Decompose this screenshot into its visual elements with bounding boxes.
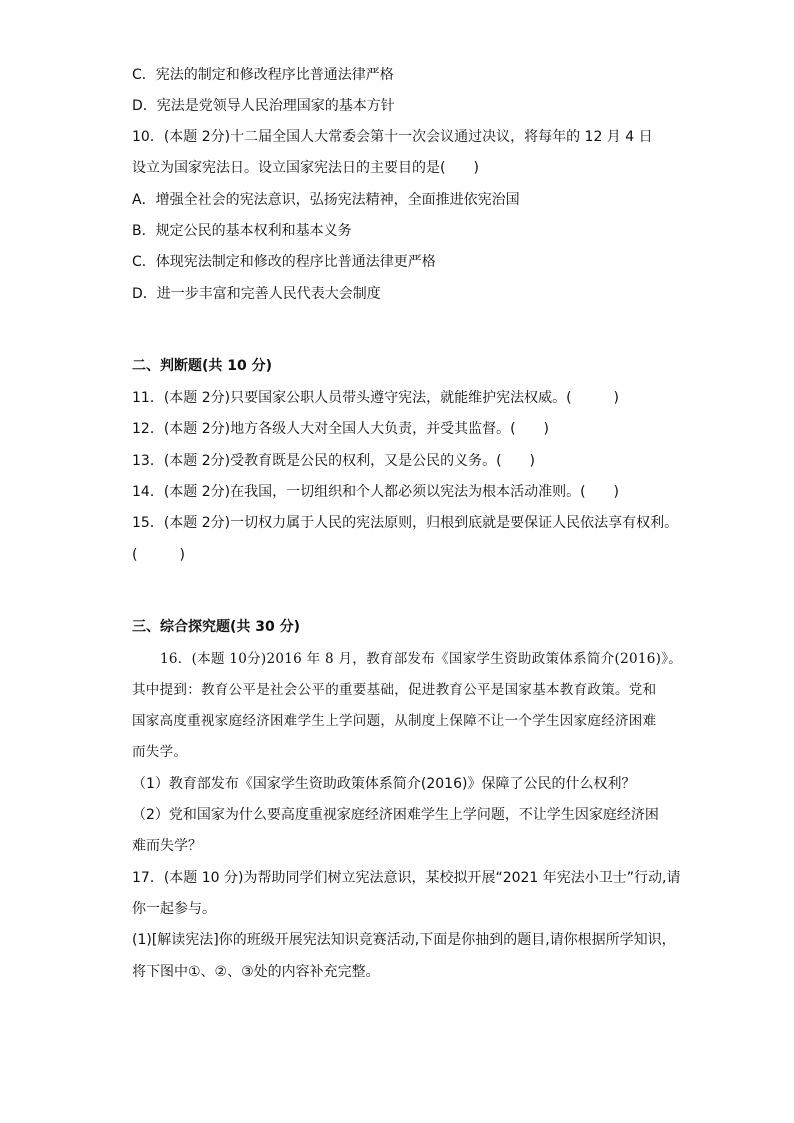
option-9d: D．宪法是党领导人民治理国家的基本方针 <box>132 98 395 114</box>
question-15-blank: ( ) <box>132 547 185 563</box>
question-16-material-2: 国家高度重视家庭经济困难学生上学问题，从制度上保障不让一个学生因家庭经济困难 <box>132 713 657 729</box>
question-17-stem-cont: 你一起参与。 <box>132 901 216 917</box>
question-15: 15．(本题 2分)一切权力属于人民的宪法原则，归根到底就是要保证人民依法享有权利。 <box>132 515 679 531</box>
option-9c: C．宪法的制定和修改程序比普通法律严格 <box>132 67 394 83</box>
question-10-stem: 10．(本题 2分)十二届全国人大常委会第十一次会议通过决议，将每年的 12 月 4 日 <box>132 129 653 145</box>
question-12: 12．(本题 2分)地方各级人大对全国人大负责，并受其监督。( ) <box>132 421 550 437</box>
question-17-stem: 17．(本题 10 分)为帮助同学们树立宪法意识，某校拟开展“2021 年宪法小卫士”行动,请 <box>132 870 681 886</box>
question-16-sub-1: （1）教育部发布《国家学生资助政策体系简介(2016)》保障了公民的什么权利？ <box>132 776 636 792</box>
section-heading-comprehensive: 三、综合探究题(共 30 分) <box>132 619 301 635</box>
question-11: 11．(本题 2分)只要国家公职人员带头遵守宪法，就能维护宪法权威。( ) <box>132 390 620 406</box>
question-10-stem-cont: 设立为国家宪法日。设立国家宪法日的主要目的是( ) <box>132 160 479 176</box>
question-16-stem: 16．(本题 10分)2016 年 8 月，教育部发布《国家学生资助政策体系简介(2016)》。 <box>160 651 683 667</box>
question-16-sub-2-cont: 难而失学？ <box>132 838 202 854</box>
question-16-sub-2: （2）党和国家为什么要高度重视家庭经济困难学生上学问题，不让学生因家庭经济困 <box>132 807 659 823</box>
option-10b: B．规定公民的基本权利和基本义务 <box>132 223 352 239</box>
option-10c: C．体现宪法制定和修改的程序比普通法律更严格 <box>132 254 436 270</box>
question-17-sub-1-cont: 将下图中①、②、③处的内容补充完整。 <box>132 964 380 980</box>
option-10d: D．进一步丰富和完善人民代表大会制度 <box>132 286 381 302</box>
question-16-material-3: 而失学。 <box>132 744 188 760</box>
question-16-material-1: 其中提到：教育公平是社会公平的重要基础，促进教育公平是国家基本教育政策。党和 <box>132 682 657 698</box>
question-13: 13．(本题 2分)受教育既是公民的权利，又是公民的义务。( ) <box>132 453 536 469</box>
option-10a: A．增强全社会的宪法意识，弘扬宪法精神，全面推进依宪治国 <box>132 192 520 208</box>
section-heading-judgment: 二、判断题(共 10 分) <box>132 358 273 374</box>
question-14: 14．(本题 2分)在我国，一切组织和个人都必须以宪法为根本活动准则。( ) <box>132 484 620 500</box>
question-17-sub-1: (1)[解读宪法]你的班级开展宪法知识竞赛活动,下面是你抽到的题目,请你根据所学知识， <box>132 932 676 948</box>
